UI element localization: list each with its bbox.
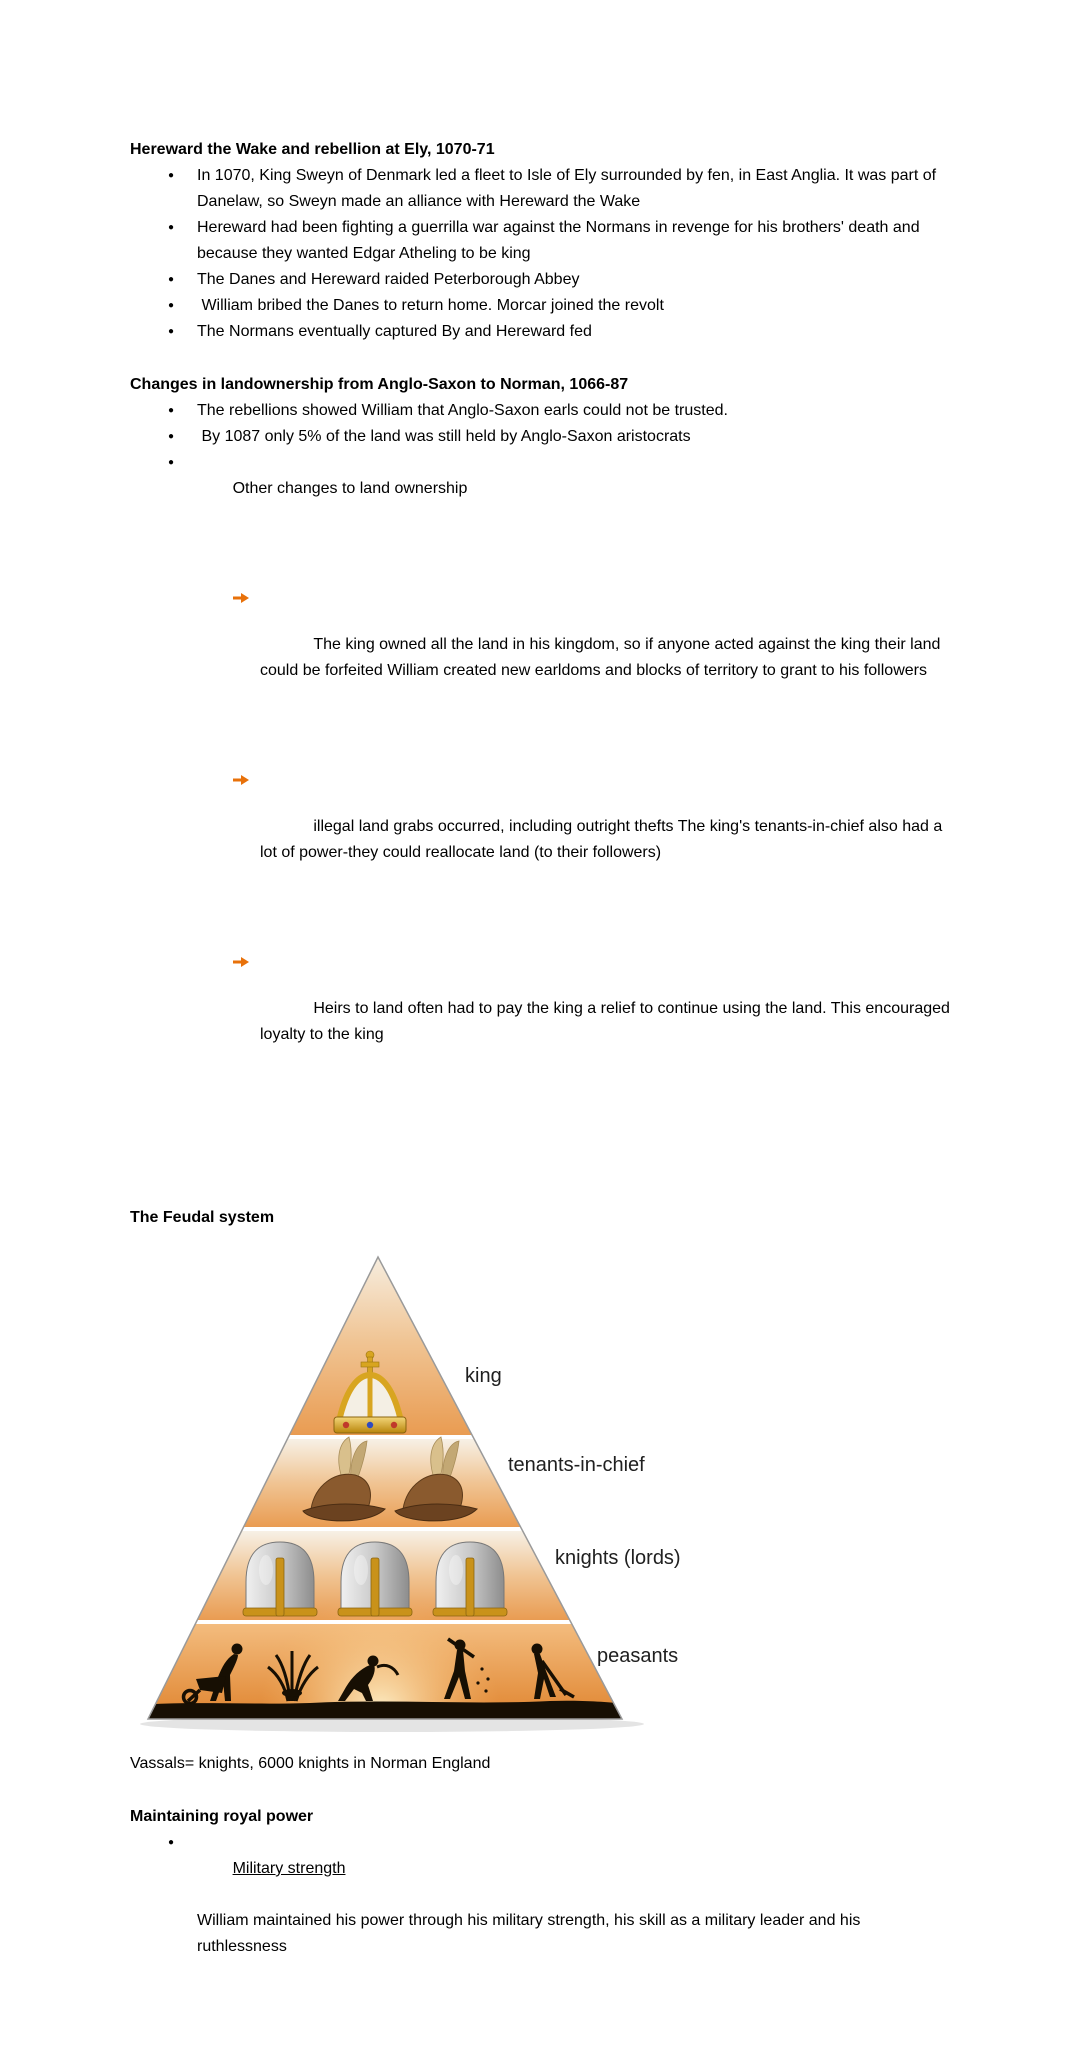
sub-bullet-item [260, 944, 955, 1074]
section-royal-power [130, 1804, 950, 2012]
arrow-bullet-icon [233, 769, 249, 781]
bullet-item: ● In 1070, King Sweyn of Denmark led a fleet to Isle of Ely surrounded by fen, in East Anglia. It was part of Danelaw, so Sweyn made an alliance with Hereward the Wake [197, 163, 950, 215]
pyramid-label-peasants: peasants [597, 1645, 679, 1667]
bullet-text: Other changes to land ownership [232, 480, 468, 497]
sub-bullet-item [260, 580, 950, 710]
section-heading: Hereward the Wake and rebellion at Ely, 1070-71 [130, 141, 495, 158]
bullet-item: ● By 1087 only 5% of the land was still held by Anglo-Saxon aristocrats [197, 424, 950, 450]
bullet-item: ● The Normans eventually captured By and Hereward fed [197, 319, 950, 345]
arrow-bullet-icon [233, 587, 249, 599]
section-heading: The Feudal system [130, 1209, 275, 1226]
vassals-note: Vassals= knights, 6000 knights in Norman England [130, 1755, 491, 1772]
arrow-bullet-icon [233, 951, 249, 963]
bullet-list [130, 163, 950, 345]
bullet-item: ● The Danes and Hereward raided Peterborough Abbey [197, 267, 950, 293]
section-heading: Changes in landownership from Anglo-Saxon to Norman, 1066-87 [130, 376, 629, 393]
bullet-item [197, 1830, 950, 2012]
section-feudal-system [130, 1205, 950, 1777]
sub-bullet-text: Heirs to land often had to pay the king a relief to continue using the land. This encouraged loyalty to the king [260, 1000, 955, 1043]
bullet-item: ● William bribed the Danes to return home. Morcar joined the revolt [197, 293, 950, 319]
bullet-list [130, 398, 955, 1178]
section-hereward-rebellion [130, 137, 950, 345]
sub-bullet-text: The king owned all the land in his kingdom, so if anyone acted against the king their land could be forfeited William created new earldoms and blocks of territory to grant to his followers [260, 636, 945, 679]
pyramid-label-king: king [465, 1365, 502, 1387]
feudal-pyramid-figure [130, 1249, 830, 1737]
pyramid-label-knights: knights (lords) [555, 1547, 681, 1569]
sub-bullet-item [260, 762, 950, 892]
bullet-item: ● The rebellions showed William that Anglo-Saxon earls could not be trusted. [197, 398, 950, 424]
helmet-icon [243, 1542, 507, 1616]
bullet-list [130, 1830, 950, 2012]
section-landownership [130, 372, 955, 1178]
bullet-item: ● Hereward had been fighting a guerrilla war against the Normans in revenge for his brothers' death and because they wanted Edgar Atheling to be king [197, 215, 950, 267]
sub-bullet-list [197, 528, 955, 1126]
pyramid-label-tenants-in-chief: tenants-in-chief [508, 1454, 645, 1476]
sub-bullet-text: illegal land grabs occurred, including outright thefts The king's tenants-in-chief also had a lot of power-they could reallocate land (to their followers) [260, 818, 947, 861]
section-heading: Maintaining royal power [130, 1808, 314, 1825]
bullet-item [197, 450, 955, 1178]
bullet-body-text: William maintained his power through his military strength, his skill as a military leader and his ruthlessness [197, 1912, 865, 1955]
feudal-pyramid-image [130, 1249, 830, 1737]
military-strength-subheading: Military strength [232, 1860, 346, 1877]
